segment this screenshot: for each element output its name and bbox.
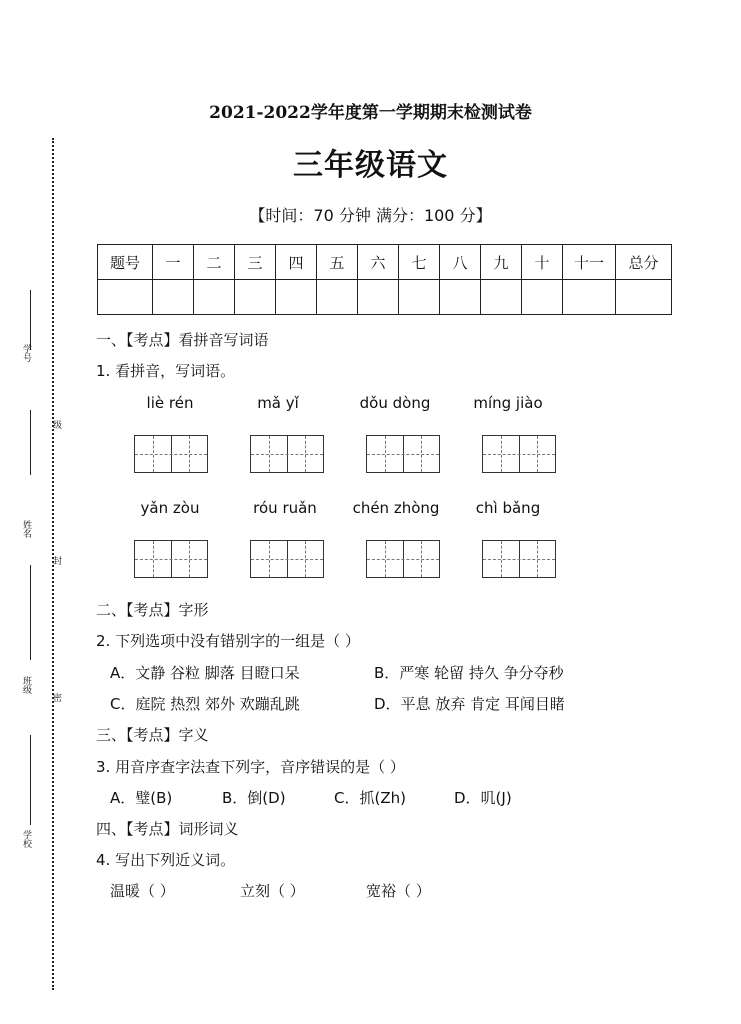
score-cell[interactable] bbox=[276, 280, 317, 315]
score-header-cell: 十 bbox=[522, 245, 563, 280]
score-cell[interactable] bbox=[235, 280, 276, 315]
score-cell[interactable] bbox=[358, 280, 399, 315]
score-header-cell: 四 bbox=[276, 245, 317, 280]
student-id-label: 学号 bbox=[21, 344, 31, 362]
grade-line bbox=[30, 565, 31, 660]
pinyin-label: róu ruǎn bbox=[253, 499, 317, 517]
section-2-heading: 二、【考点】字形 bbox=[96, 601, 209, 619]
score-table-header-row bbox=[98, 245, 672, 280]
question-3-option-c: C．抓(Zh) bbox=[334, 789, 406, 807]
question-2: 2. 下列选项中没有错别字的一组是（ ） bbox=[96, 632, 360, 650]
score-header-cell: 六 bbox=[358, 245, 399, 280]
exam-title: 三年级语文 bbox=[293, 148, 448, 183]
score-table bbox=[97, 244, 672, 315]
synonym-item: 立刻（ ） bbox=[240, 882, 305, 900]
question-3-option-b: B．倒(D) bbox=[222, 789, 286, 807]
writing-grid[interactable] bbox=[250, 435, 324, 473]
score-header-cell: 一 bbox=[153, 245, 194, 280]
question-3-option-d: D．叽(J) bbox=[454, 789, 512, 807]
score-cell[interactable] bbox=[481, 280, 522, 315]
grade-label: 班级 bbox=[21, 676, 31, 694]
name-label: 姓名 bbox=[21, 520, 31, 538]
synonym-item: 温暖（ ） bbox=[110, 882, 175, 900]
score-header-cell: 九 bbox=[481, 245, 522, 280]
score-header-cell: 三 bbox=[235, 245, 276, 280]
pinyin-label: mǎ yǐ bbox=[257, 394, 299, 412]
score-header-cell: 十一 bbox=[563, 245, 616, 280]
writing-grid[interactable] bbox=[366, 435, 440, 473]
question-2-option-a: A．文静 谷粒 脚落 目瞪口呆 bbox=[110, 664, 300, 682]
question-1: 1. 看拼音，写词语。 bbox=[96, 362, 236, 380]
score-cell[interactable] bbox=[399, 280, 440, 315]
pinyin-label: chén zhòng bbox=[352, 499, 440, 517]
score-cell[interactable] bbox=[563, 280, 616, 315]
pinyin-label: chì bǎng bbox=[475, 499, 541, 517]
class-line bbox=[30, 410, 31, 475]
writing-grid[interactable] bbox=[366, 540, 440, 578]
score-header-cell: 五 bbox=[317, 245, 358, 280]
score-header-cell: 题号 bbox=[98, 245, 153, 280]
pinyin-label: míng jiào bbox=[473, 394, 543, 412]
question-2-option-c: C．庭院 热烈 郊外 欢蹦乱跳 bbox=[110, 695, 300, 713]
writing-grid[interactable] bbox=[482, 540, 556, 578]
score-header-cell: 二 bbox=[194, 245, 235, 280]
writing-grid[interactable] bbox=[250, 540, 324, 578]
exam-subtitle: 2021-2022学年度第一学期期末检测试卷 bbox=[209, 103, 532, 123]
writing-grid[interactable] bbox=[134, 540, 208, 578]
exam-meta: 【时间：70 分钟 满分：100 分】 bbox=[249, 206, 492, 225]
question-3: 3. 用音序查字法查下列字，音序错误的是（ ） bbox=[96, 758, 405, 776]
score-table-input-row bbox=[98, 280, 672, 315]
school-label: 学校 bbox=[21, 830, 31, 848]
section-4-heading: 四、【考点】词形词义 bbox=[96, 820, 239, 838]
score-cell[interactable] bbox=[522, 280, 563, 315]
section-1-heading: 一、【考点】看拼音写词语 bbox=[96, 331, 269, 349]
synonym-item: 宽裕（ ） bbox=[366, 882, 431, 900]
class-mark-label: 级 bbox=[51, 420, 61, 429]
score-header-cell: 总分 bbox=[616, 245, 672, 280]
writing-grid[interactable] bbox=[482, 435, 556, 473]
pinyin-label: liè rén bbox=[146, 394, 194, 412]
seal-mark-label: 封 bbox=[51, 556, 61, 565]
pinyin-label: yǎn zòu bbox=[140, 499, 200, 517]
section-3-heading: 三、【考点】字义 bbox=[96, 726, 209, 744]
question-3-option-a: A．璧(B) bbox=[110, 789, 173, 807]
score-cell[interactable] bbox=[440, 280, 481, 315]
question-2-option-b: B．严寒 轮留 持久 争分夺秒 bbox=[374, 664, 564, 682]
score-cell[interactable] bbox=[153, 280, 194, 315]
question-4: 4. 写出下列近义词。 bbox=[96, 851, 236, 869]
score-cell[interactable] bbox=[194, 280, 235, 315]
score-cell[interactable] bbox=[98, 280, 153, 315]
score-cell[interactable] bbox=[317, 280, 358, 315]
score-cell[interactable] bbox=[616, 280, 672, 315]
student-id-line bbox=[30, 290, 31, 350]
score-header-cell: 七 bbox=[399, 245, 440, 280]
score-header-cell: 八 bbox=[440, 245, 481, 280]
school-line bbox=[30, 735, 31, 825]
pinyin-label: dǒu dòng bbox=[359, 394, 431, 412]
writing-grid[interactable] bbox=[134, 435, 208, 473]
secret-mark-label: 密 bbox=[51, 693, 61, 702]
question-2-option-d: D．平息 放弃 肯定 耳闻目睹 bbox=[374, 695, 565, 713]
